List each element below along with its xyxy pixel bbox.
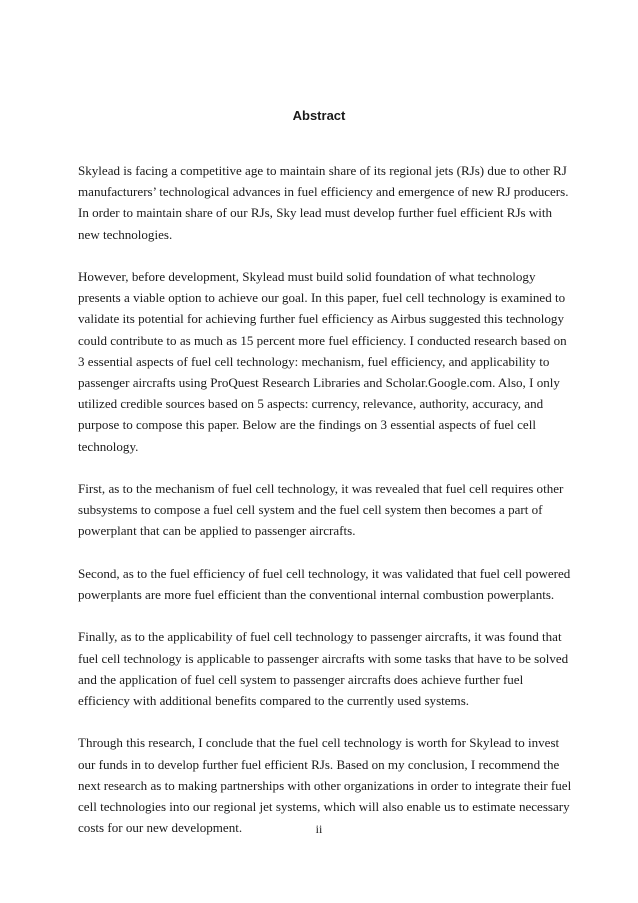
- abstract-heading: Abstract: [292, 108, 346, 123]
- paragraph-finding-applicability: Finally, as to the applicability of fuel cell technology to passenger aircrafts, it was found that fuel cell technology is applicable to passenger aircrafts with some tasks that have to be solved and the application of fuel cell system to passenger aircrafts does achieve further fuel efficiency with additional benefits compared to the currently used systems.: [78, 629, 569, 709]
- paragraph-finding-efficiency: Second, as to the fuel efficiency of fuel cell technology, it was validated that fuel cell powered powerplants are more fuel efficient than the conventional internal combustion powerplants.: [78, 565, 571, 603]
- paragraph-methodology: However, before development, Skylead must build solid foundation of what technology presents a viable option to achieve our goal. In this paper, fuel cell technology is examined to validate its potential for achieving further fuel efficiency as Airbus suggested this technology could contribute to as much as 15 percent more fuel efficiency. I conducted research based on 3 essential aspects of fuel cell technology: mechanism, fuel efficiency, and applicability to passenger aircrafts using ProQuest Research Libraries and Scholar.Google.com. Also, I only utilized credible sources based on 5 aspects: currency, relevance, authority, accuracy, and purpose to compose this paper. Below are the findings on 3 essential aspects of fuel cell technology.: [78, 269, 567, 454]
- paragraph-intro: Skylead is facing a competitive age to maintain share of its regional jets (RJs) due to other RJ manufacturers’ technological advances in fuel efficiency and emergence of new RJ producers. In order to maintain share of our RJs, Sky lead must develop further fuel efficient RJs with new technologies.: [78, 163, 569, 242]
- paragraph-conclusion: Through this research, I conclude that the fuel cell technology is worth for Skylead to invest our funds in to develop further fuel efficient RJs. Based on my conclusion, I recommend the next research as to making partnerships with other organizations in order to integrate their fuel cell technologies into our regional jet systems, which will also enable us to estimate necessary costs for our new development.: [78, 735, 572, 836]
- page-number: ii: [315, 822, 323, 836]
- abstract-body: [78, 160, 572, 860]
- paragraph-finding-mechanism: First, as to the mechanism of fuel cell technology, it was revealed that fuel cell requires other subsystems to compose a fuel cell system and the fuel cell system then becomes a part of powerplant that can be applied to passenger aircrafts.: [78, 481, 564, 539]
